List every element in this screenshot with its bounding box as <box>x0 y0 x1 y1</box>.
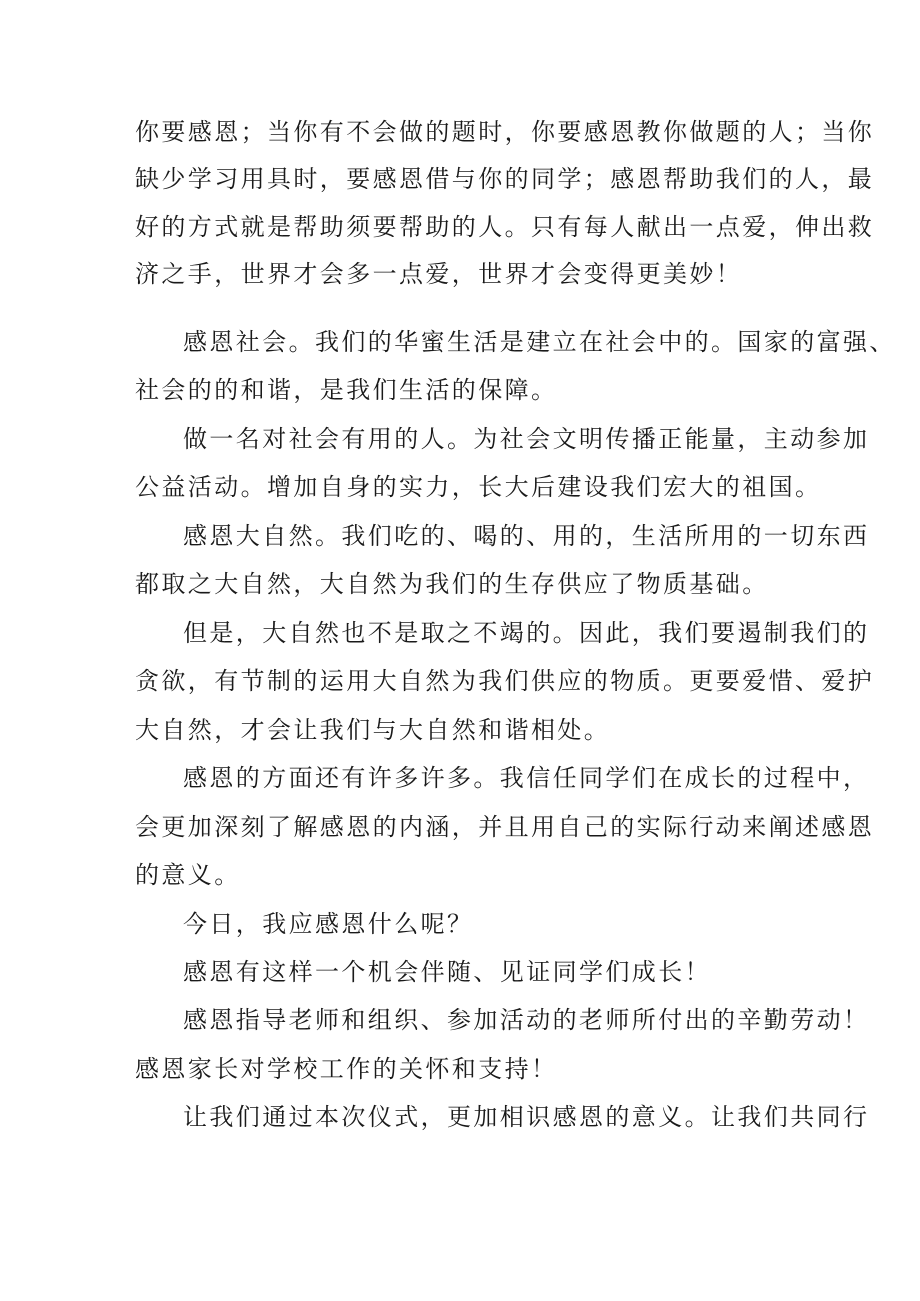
text-line-9: 感恩大自然。我们吃的、喝的、用的，生活所用的一切东西 <box>183 522 870 550</box>
text-line-11: 但是，大自然也不是取之不竭的。因此，我们要遏制我们的 <box>183 619 870 647</box>
text-line-6: 社会的的和谐，是我们生活的保障。 <box>135 376 558 404</box>
text-line-2: 缺少学习用具时，要感恩借与你的同学；感恩帮助我们的人，最 <box>135 165 875 193</box>
text-line-5: 感恩社会。我们的华蜜生活是建立在社会中的。国家的富强、 <box>183 328 896 356</box>
text-line-14: 感恩的方面还有许多许多。我信任同学们在成长的过程中， <box>183 764 870 792</box>
text-line-16: 的意义。 <box>135 861 241 889</box>
text-line-8: 公益活动。增加自身的实力，长大后建设我们宏大的祖国。 <box>135 473 822 501</box>
text-line-19: 感恩指导老师和组织、参加活动的老师所付出的辛勤劳动！ <box>183 1006 870 1034</box>
text-line-20: 感恩家长对学校工作的关怀和支持！ <box>135 1055 558 1083</box>
text-line-4: 济之手，世界才会多一点爱，世界才会变得更美妙！ <box>135 260 743 288</box>
text-line-7: 做一名对社会有用的人。为社会文明传播正能量，主动参加 <box>183 425 870 453</box>
text-line-3: 好的方式就是帮助须要帮助的人。只有每人献出一点爱，伸出救 <box>135 213 875 241</box>
text-line-12: 贪欲，有节制的运用大自然为我们供应的物质。更要爱惜、爱护 <box>135 667 875 695</box>
text-line-15: 会更加深刻了解感恩的内涵，并且用自己的实际行动来阐述感恩 <box>135 813 875 841</box>
text-line-1: 你要感恩；当你有不会做的题时，你要感恩教你做题的人；当你 <box>135 118 875 146</box>
text-line-17: 今日，我应感恩什么呢？ <box>183 910 474 938</box>
text-line-10: 都取之大自然，大自然为我们的生存供应了物质基础。 <box>135 570 769 598</box>
text-line-21: 让我们通过本次仪式，更加相识感恩的意义。让我们共同行 <box>183 1103 870 1131</box>
text-line-18: 感恩有这样一个机会伴随、见证同学们成长！ <box>183 958 711 986</box>
text-line-13: 大自然，才会让我们与大自然和谐相处。 <box>135 716 611 744</box>
